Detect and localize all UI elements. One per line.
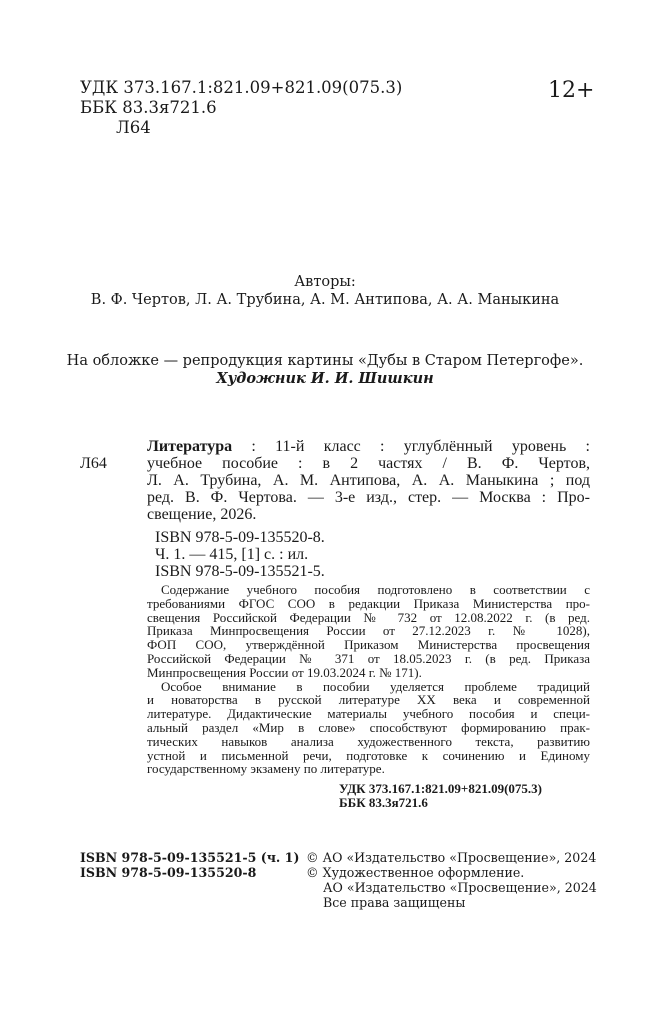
annotation-classification [339, 782, 542, 810]
authors-names: В. Ф. Чертов, Л. А. Трубина, А. М. Антипова, А. А. Маныкина [90, 292, 560, 308]
isbn-line: ISBN 978-5-09-135520-8. [155, 529, 325, 546]
classification-header [80, 78, 402, 138]
annotation-line: Содержание учебного пособия подготовлено в соответствии с [161, 582, 590, 597]
annotation-line: тических навыков анализа художественного текста, развитию [147, 733, 590, 749]
bib-line: ред. В. Ф. Чертова. — 3-е изд., стер. — Москва : Про- [147, 489, 590, 506]
bbk-code: ББК 83.3я721.6 [80, 98, 217, 117]
cover-note: На обложке — репродукция картины «Дубы в Старом Петергофе». [66, 353, 584, 369]
annotation-line: требованиями ФГОС СОО в редакции Приказа Министерства про- [147, 595, 590, 611]
annotation-line: Приказа Минпросвещения России от 27.12.2023 г. № 1028), [147, 623, 590, 639]
annotation-line: Минпросвещения России от 19.03.2024 г. № 171). [147, 664, 422, 680]
annotation-line: и новаторства в русской литературе XX века и современной [147, 692, 590, 708]
footer-isbn-part1: ISBN 978-5-09-135521-5 (ч. 1) [80, 850, 300, 865]
annotation-line: ФОП СОО, утверждённой Приказом Министерства просвещения [147, 637, 590, 653]
annotation-line: устной и письменной речи, подготовке к сочинению и Единому [147, 747, 590, 763]
bib-line-text: : 11-й класс : углублённый уровень : [232, 438, 590, 455]
udk-code: УДК 373.167.1:821.09+821.09(075.3) [80, 78, 403, 97]
isbn-block [155, 529, 325, 580]
annotation-line: альный раздел «Мир в слове» способствуют формированию прак- [147, 719, 590, 735]
book-title: Литература [147, 438, 233, 455]
annotation [147, 583, 590, 776]
authors-label: Авторы: [294, 274, 356, 290]
annotation-udk: УДК 373.167.1:821.09+821.09(075.3) [339, 781, 542, 796]
annotation-line: литературе. Дидактические материалы учебного пособия и специ- [147, 706, 590, 722]
isbn-line: ISBN 978-5-09-135521-5. [155, 563, 325, 580]
annotation-bbk: ББК 83.3я721.6 [339, 795, 428, 810]
footer-copyright [306, 850, 597, 910]
copyright-line: АО «Издательство «Просвещение», 2024 [323, 880, 597, 895]
bib-line: учебное пособие : в 2 частях / В. Ф. Чертов, [147, 455, 590, 472]
footer-isbn-set: ISBN 978-5-09-135520-8 [80, 865, 257, 880]
annotation-line: свещения Российской Федерации № 732 от 12.08.2022 г. (в ред. [147, 609, 590, 625]
annotation-line: Российской Федерации № 371 от 18.05.2023 г. (в ред. Приказа [147, 650, 590, 666]
author-mark: Л64 [116, 118, 151, 137]
copyright-line: © АО «Издательство «Просвещение», 2024 [306, 850, 597, 865]
annotation-line: государственному экзамену по литературе. [147, 761, 385, 777]
age-rating: 12+ [548, 78, 595, 103]
annotation-line: Особое внимание в пособии уделяется проблеме традиций [161, 678, 590, 694]
copyright-line: © Художественное оформление. [306, 865, 525, 880]
copyright-line: Все права защищены [323, 895, 466, 910]
bib-line: Л. А. Трубина, А. М. Антипова, А. А. Маныкина ; под [147, 472, 590, 489]
footer-isbn [80, 850, 299, 880]
isbn-line: Ч. 1. — 415, [1] с. : ил. [155, 546, 309, 563]
bib-line: свещение, 2026. [147, 506, 257, 523]
bib-author-mark: Л64 [80, 455, 107, 472]
bib-line [147, 438, 590, 455]
cover-artist: Художник И. И. Шишкин [216, 370, 434, 387]
bibliographic-record [147, 438, 590, 523]
